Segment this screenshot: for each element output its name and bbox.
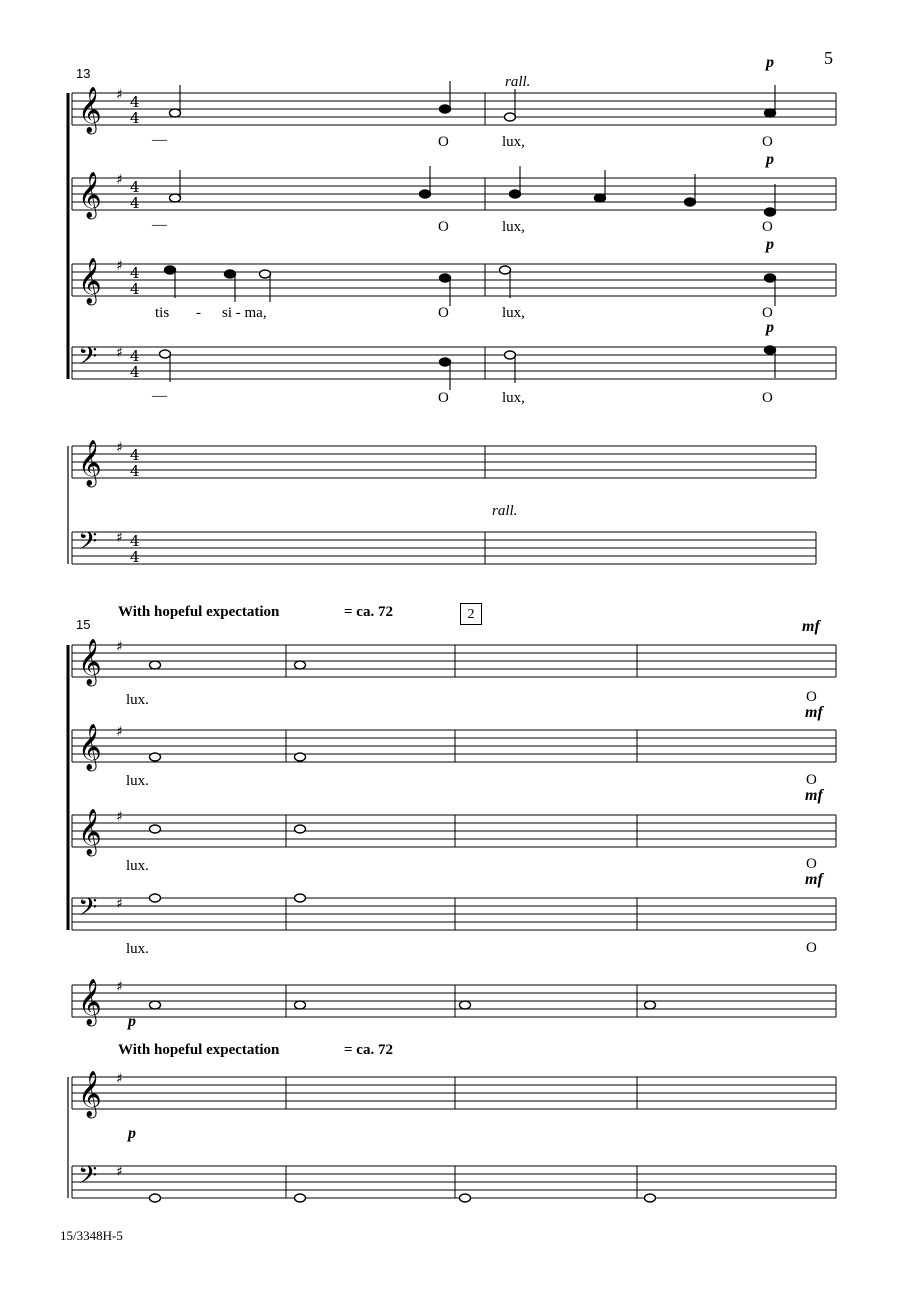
tempo-value: = ca. 72 xyxy=(344,604,393,620)
tempo-marking: With hopeful expectation xyxy=(118,1042,280,1058)
lyric: — xyxy=(152,217,167,233)
note-head xyxy=(645,1194,656,1202)
treble-clef: 𝄞 xyxy=(78,87,102,133)
lyric: lux, xyxy=(502,219,525,235)
note-head xyxy=(595,194,606,202)
note-head xyxy=(150,894,161,902)
note-head xyxy=(295,825,306,833)
lyric: lux. xyxy=(126,941,149,957)
lyric: lux, xyxy=(502,390,525,406)
dynamic-mark: p xyxy=(128,1013,136,1030)
time-signature: 4 xyxy=(130,178,140,196)
time-signature: 4 xyxy=(130,93,140,111)
lyric: lux. xyxy=(126,858,149,874)
lyric: — xyxy=(152,132,167,148)
time-signature: 4 xyxy=(130,264,140,282)
lyric: - xyxy=(196,305,201,321)
note-head xyxy=(765,208,776,216)
lyric: lux, xyxy=(502,305,525,321)
key-signature: ♯ xyxy=(116,87,123,103)
lyric: si - ma, xyxy=(222,305,267,321)
lyric: O xyxy=(762,219,773,235)
note-head xyxy=(295,1194,306,1202)
note-head xyxy=(505,113,516,121)
lyric: lux. xyxy=(126,692,149,708)
lyric: O xyxy=(806,940,817,956)
note-head xyxy=(260,270,271,278)
lyric: — xyxy=(152,388,167,404)
bass-clef: 𝄢 xyxy=(78,342,98,377)
treble-clef: 𝄞 xyxy=(78,979,102,1025)
time-signature: 4 xyxy=(130,446,140,464)
key-signature: ♯ xyxy=(116,258,123,274)
time-signature: 4 xyxy=(130,548,140,566)
note-head xyxy=(685,198,696,206)
treble-clef: 𝄞 xyxy=(78,258,102,304)
note-head xyxy=(765,346,776,354)
note-head xyxy=(295,1001,306,1009)
lyric: tis xyxy=(155,305,170,321)
measure-number: 15 xyxy=(76,617,91,632)
dynamic-mark: p xyxy=(766,319,774,336)
lyric: O xyxy=(438,134,449,150)
dynamic-mark: mf xyxy=(805,871,823,888)
lyric: lux, xyxy=(502,134,525,150)
note-head xyxy=(440,274,451,282)
key-signature: ♯ xyxy=(116,172,123,188)
note-head xyxy=(510,190,521,198)
lyric: lux. xyxy=(126,773,149,789)
note-head xyxy=(295,894,306,902)
dynamic-mark: mf xyxy=(805,704,823,721)
treble-clef: 𝄞 xyxy=(78,172,102,218)
note-head xyxy=(295,661,306,669)
lyric: O xyxy=(438,390,449,406)
dynamic-mark: mf xyxy=(802,618,820,635)
notes xyxy=(150,81,776,1202)
note-head xyxy=(170,109,181,117)
lyric: O xyxy=(438,305,449,321)
key-signature: ♯ xyxy=(116,809,123,825)
time-signature: 4 xyxy=(130,194,140,212)
note-head xyxy=(165,266,176,274)
key-signature: ♯ xyxy=(116,639,123,655)
note-head xyxy=(645,1001,656,1009)
note-head xyxy=(420,190,431,198)
time-signature: 4 xyxy=(130,363,140,381)
key-signature: ♯ xyxy=(116,896,123,912)
time-signature: 4 xyxy=(130,347,140,365)
note-head xyxy=(150,753,161,761)
bass-clef: 𝄢 xyxy=(78,1161,98,1196)
note-head xyxy=(150,1001,161,1009)
time-signature: 4 xyxy=(130,109,140,127)
lyric: O xyxy=(438,219,449,235)
lyric: O xyxy=(806,772,817,788)
page-number: 5 xyxy=(824,48,833,68)
treble-clef: 𝄞 xyxy=(78,639,102,685)
tempo-value: = ca. 72 xyxy=(344,1042,393,1058)
lyric: O xyxy=(806,856,817,872)
dynamic-mark: p xyxy=(128,1125,136,1142)
time-signature: 4 xyxy=(130,280,140,298)
rall-marking: rall. xyxy=(492,503,518,519)
key-signature: ♯ xyxy=(116,724,123,740)
rall-marking: rall. xyxy=(505,74,531,90)
treble-clef: 𝄞 xyxy=(78,440,102,486)
lyric: O xyxy=(806,689,817,705)
catalog-number: 15/3348H-5 xyxy=(60,1228,123,1243)
note-head xyxy=(170,194,181,202)
note-head xyxy=(225,270,236,278)
dynamic-mark: p xyxy=(766,54,774,71)
dynamic-mark: p xyxy=(766,236,774,253)
note-head xyxy=(460,1001,471,1009)
key-signature: ♯ xyxy=(116,530,123,546)
treble-clef: 𝄞 xyxy=(78,1071,102,1117)
note-head xyxy=(150,825,161,833)
note-head xyxy=(440,105,451,113)
dynamic-mark: mf xyxy=(805,787,823,804)
note-head xyxy=(160,350,171,358)
key-signature: ♯ xyxy=(116,345,123,361)
lyric: O xyxy=(762,305,773,321)
treble-clef: 𝄞 xyxy=(78,809,102,855)
lyric: O xyxy=(762,390,773,406)
note-head xyxy=(500,266,511,274)
key-signature: ♯ xyxy=(116,440,123,456)
key-signature: ♯ xyxy=(116,1071,123,1087)
dynamic-mark: p xyxy=(766,151,774,168)
key-signature: ♯ xyxy=(116,979,123,995)
note-head xyxy=(460,1194,471,1202)
treble-clef: 𝄞 xyxy=(78,724,102,770)
staff-lines xyxy=(68,87,836,1198)
lyric: O xyxy=(762,134,773,150)
note-head xyxy=(150,661,161,669)
rehearsal-mark: 2 xyxy=(460,603,482,625)
tempo-marking: With hopeful expectation xyxy=(118,604,280,620)
measure-number: 13 xyxy=(76,66,91,81)
bass-clef: 𝄢 xyxy=(78,893,98,928)
note-head xyxy=(440,358,451,366)
note-head xyxy=(765,274,776,282)
note-head xyxy=(765,109,776,117)
time-signature: 4 xyxy=(130,462,140,480)
note-head xyxy=(295,753,306,761)
key-signature: ♯ xyxy=(116,1164,123,1180)
note-head xyxy=(150,1194,161,1202)
note-head xyxy=(505,351,516,359)
bass-clef: 𝄢 xyxy=(78,527,98,562)
time-signature: 4 xyxy=(130,532,140,550)
